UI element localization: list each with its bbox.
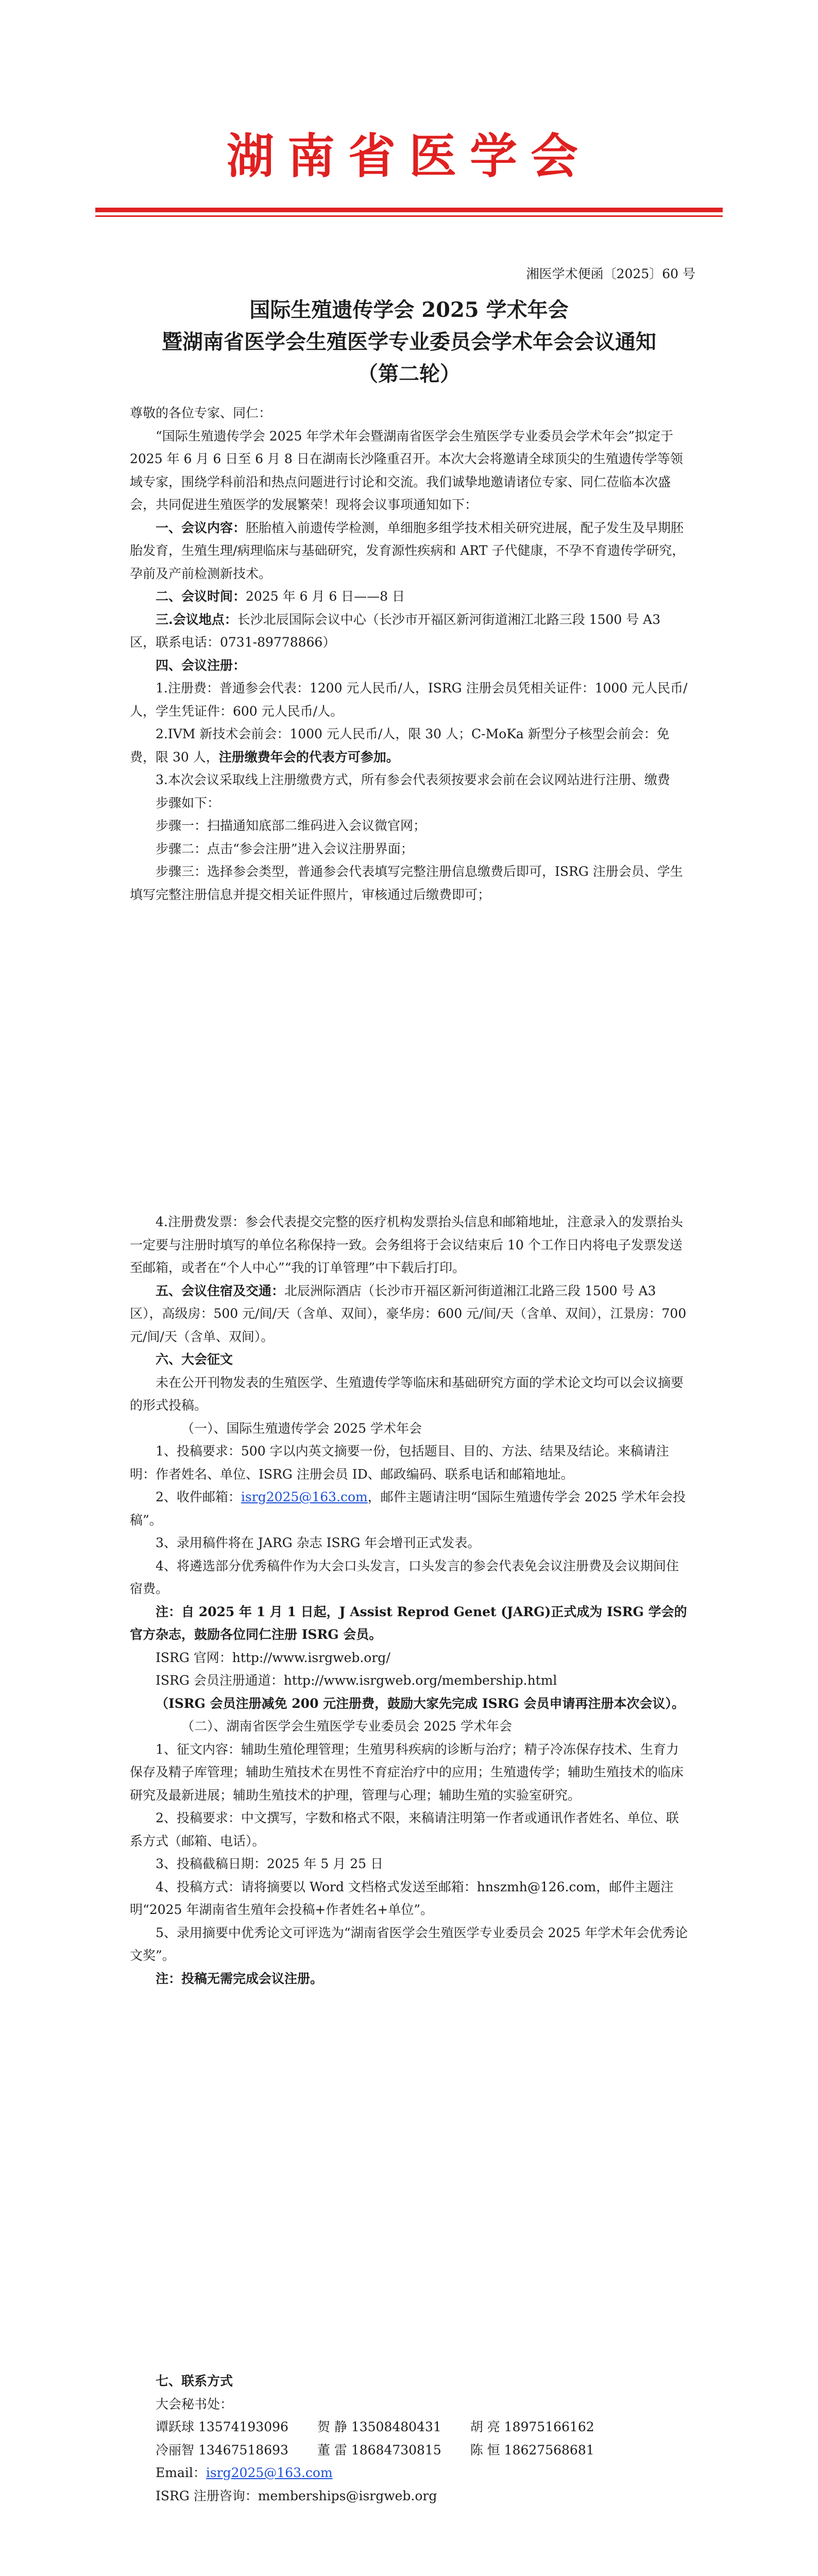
online-registration: 3.本次会议采取线上注册缴费方式，所有参会代表须按要求会前在会议网站进行注册、缴费: [156, 772, 670, 787]
isrg-item-1: 1、投稿要求：500 字以内英文摘要一份，包括题目、目的、方法、结果及结论。来稿请注明：作者姓名、单位、ISRG 注册会员 ID、邮政编码、联系电话和邮箱地址。: [130, 1444, 669, 1482]
hunan-note: 注：投稿无需完成会议注册。: [156, 1971, 323, 1986]
secretariat-label: 大会秘书处：: [156, 2396, 233, 2412]
isrg-registration-contact: ISRG 注册咨询：memberships@isrgweb.org: [156, 2488, 437, 2503]
hunan-item-4: 4、投稿方式：请将摘要以 Word 文档格式发送至邮箱：hnszmh@126.com，邮件主题注明“2025 年湖南省生殖年会投稿+作者姓名+单位”。: [130, 1879, 674, 1917]
masthead: 湖南省医学会: [226, 128, 591, 184]
isrg-item-4: 4、将遴选部分优秀稿件作为大会口头发言，口头发言的参会代表免会议注册费及会议期间住宿费。: [130, 1558, 679, 1596]
document-number: 湘医学术便函〔2025〕60 号: [526, 266, 695, 281]
email-label: Email：: [156, 2465, 206, 2480]
intro-paragraph: “国际生殖遗传学会 2025 年学术年会暨湖南省医学会生殖医学专业委员会学术年会”拟定于 2025 年 6 月 6 日至 6 月 8 日在湖南长沙隆重召开。本次大会将邀请全球顶尖的生殖遗传学等领域专家，围绕学科前沿和热点问题进行讨论和交流。我们诚挚地邀请诸位专家、同仁莅临本次盛会，共同促进生殖医学的发展繁荣！现将会议事项通知如下：: [130, 428, 683, 512]
title-line3: （第二轮）: [357, 362, 461, 386]
section-text: 胚胎植入前遗传学检测，单细胞多组学技术相关研究进展，配子发生及早期胚胎发育，生殖生理/病理临床与基础研究，发育源性疾病和 ART 子代健康，不孕不育遗传学研究，孕前及产前检测新技术。: [130, 520, 685, 581]
step-3: 步骤三：选择参会类型，普通参会代表填写完整注册信息缴费后即可，ISRG 注册会员、学生填写完整注册信息并提交相关证件照片，审核通过后缴费即可；: [130, 864, 683, 902]
contact-row-1: [130, 2416, 689, 2439]
salutation: 尊敬的各位专家、同仁：: [130, 405, 272, 420]
pre-conference-note: 注册缴费年会的代表方可参加。: [218, 749, 399, 765]
section-heading: 二、会议时间：: [156, 589, 246, 604]
notice-body-part1: [130, 402, 689, 906]
contact-heading: 七、联系方式: [156, 2374, 233, 2388]
hunan-item-3: 3、投稿截稿日期：2025 年 5 月 25 日: [156, 1856, 383, 1871]
masthead-rule-thick: [95, 208, 723, 212]
contact-section: [130, 2370, 689, 2507]
call-for-papers-text: 未在公开刊物发表的生殖医学、生殖遗传学等临床和基础研究方面的学术论文均可以会议摘要的形式投稿。: [130, 1375, 684, 1413]
section-registration-heading: 四、会议注册：: [156, 657, 246, 673]
contact-entry: 冷丽智 13467518693: [156, 2442, 288, 2458]
contact-email: [130, 2462, 689, 2485]
isrg-membership[interactable]: ISRG 会员注册通道：http://www.isrgweb.org/membership.html: [156, 1673, 557, 1688]
hunan-item-2: 2、投稿要求：中文撰写，字数和格式不限，来稿请注明第一作者或通讯作者姓名、单位、联系方式（邮箱、电话）。: [130, 1810, 679, 1849]
isrg-item-2: [130, 1486, 689, 1532]
isrg-item-2-label: 2、收件邮箱：: [156, 1489, 241, 1504]
step-2: 步骤二：点击“参会注册”进入会议注册界面；: [156, 841, 414, 856]
section-heading: 三.会议地点：: [156, 612, 237, 627]
section-text: 2025 年 6 月 6 日——8 日: [246, 589, 405, 604]
title-line2: 暨湖南省医学会生殖医学专业委员会学术年会会议通知: [162, 330, 656, 354]
masthead-rule-thin: [95, 215, 723, 217]
contact-entry: 贺 静 13508480431: [317, 2419, 441, 2434]
contact-email-link[interactable]: isrg2025@163.com: [206, 2465, 333, 2480]
isrg-website[interactable]: ISRG 官网：http://www.isrgweb.org/: [156, 1650, 390, 1665]
contact-entry: 谭跃球 13574193096: [156, 2419, 288, 2434]
subsection-isrg: （一）、国际生殖遗传学会 2025 学术年会: [181, 1420, 422, 1436]
notice-body-part2: [130, 1211, 689, 1990]
title-line1: 国际生殖遗传学会 2025 学术年会: [249, 298, 569, 322]
steps-intro: 步骤如下：: [156, 795, 220, 810]
jarg-note: 注：自 2025 年 1 月 1 日起，J Assist Reprod Genet (JARG)正式成为 ISRG 学会的官方杂志，鼓励各位同仁注册 ISRG 会员。: [130, 1604, 687, 1642]
section-content: [130, 517, 689, 586]
subsection-hunan: （二）、湖南省医学会生殖医学专业委员会 2025 学术年会: [181, 1719, 513, 1734]
section-call-for-papers: 六、大会征文: [156, 1352, 233, 1367]
contact-entry: 胡 亮 18975166162: [470, 2419, 594, 2434]
contact-entry: 陈 恒 18627568681: [470, 2442, 594, 2458]
contact-entry: 董 雷 18684730815: [317, 2442, 441, 2458]
section-text: 长沙北辰国际会议中心（长沙市开福区新河街道湘江北路三段 1500 号 A3 区，联系电话：0731-89778866）: [130, 612, 661, 650]
isrg-item-2-text: ，邮件主题请注明“国际生殖遗传学会 2025 学术年会投稿”。: [130, 1489, 686, 1528]
section-accommodation: [130, 1280, 689, 1349]
hunan-item-5: 5、录用摘要中优秀论文可评选为“湖南省医学会生殖医学专业委员会 2025 年学术年会优秀论文奖”。: [130, 1925, 688, 1963]
pre-conference-text: 2.IVM 新技术会前会：1000 元人民币/人，限 30 人；C-MoKa 新型分子核型会前会：免费，限 30 人，: [130, 726, 670, 765]
invoice-paragraph: 4.注册费发票：参会代表提交完整的医疗机构发票抬头信息和邮箱地址，注意录入的发票抬头一定要与注册时填写的单位名称保持一致。会务组将于会议结束后 10 个工作日内将电子发票发送至邮箱，或者在“个人中心”“我的订单管理”中下载后打印。: [130, 1214, 683, 1275]
hunan-item-1: 1、征文内容：辅助生殖伦理管理；生殖男科疾病的诊断与治疗；精子冷冻保存技术、生育力保存及精子库管理；辅助生殖技术在男性不育症治疗中的应用；生殖遗传学；辅助生殖技术的临床研究及最新进展；辅助生殖技术的护理，管理与心理；辅助生殖的实验室研究。: [130, 1741, 684, 1803]
section-venue: [130, 608, 689, 654]
section-heading: 一、会议内容：: [156, 520, 246, 535]
isrg-item-3: 3、录用稿件将在 JARG 杂志 ISRG 年会增刊正式发表。: [156, 1535, 481, 1550]
pre-conference-fee: [130, 723, 689, 769]
contact-row-2: [130, 2439, 689, 2462]
isrg-discount-note: （ISRG 会员注册减免 200 元注册费，鼓励大家先完成 ISRG 会员申请再注册本次会议）。: [156, 1696, 685, 1711]
section-time: [130, 585, 689, 608]
step-1: 步骤一：扫描通知底部二维码进入会议微官网；: [156, 818, 427, 833]
section-text: 北辰洲际酒店（长沙市开福区新河街道湘江北路三段 1500 号 A3 区），高级房：500 元/间/天（含单、双间），豪华房：600 元/间/天（含单、双间），江景房：700 元/间/天（含单、双间）。: [130, 1283, 687, 1344]
submission-email-link[interactable]: isrg2025@163.com: [241, 1489, 368, 1504]
section-heading: 五、会议住宿及交通：: [156, 1283, 285, 1298]
registration-fee: 1.注册费：普通参会代表：1200 元人民币/人，ISRG 注册会员凭相关证件：1000 元人民币/人，学生凭证件：600 元人民币/人。: [130, 681, 688, 719]
